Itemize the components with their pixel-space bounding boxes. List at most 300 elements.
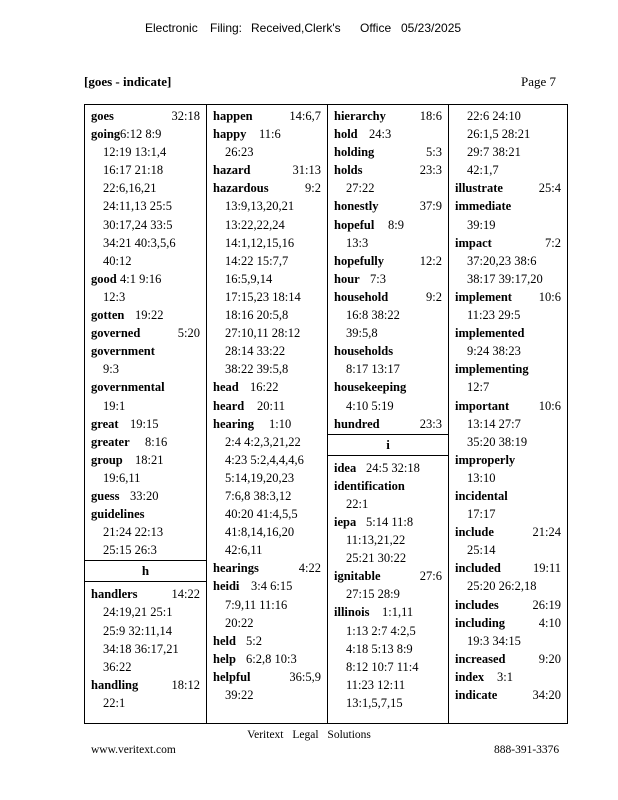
index-term: include [455, 525, 494, 540]
page-line-reference: 9:24 38:23 [467, 344, 521, 359]
index-entry [328, 288, 448, 306]
index-term: happen [213, 109, 253, 123]
page-line-reference: 19:15 [130, 416, 159, 431]
reference-continuation [328, 234, 448, 252]
index-entry [207, 668, 327, 686]
page-line-reference: 12:7 [467, 380, 490, 395]
index-entry [85, 676, 206, 694]
index-term: household [334, 289, 389, 304]
index-term: help [213, 651, 236, 666]
index-entry [328, 513, 448, 531]
index-term: included [455, 561, 501, 576]
page-line-reference: 12:3 [103, 289, 126, 304]
page-line-reference: 10:6 [538, 398, 561, 413]
index-term: handlers [91, 587, 138, 602]
index-term: index [455, 669, 485, 684]
page-line-reference: 33:20 [130, 488, 159, 503]
page-line-reference: 4:22 [298, 561, 321, 576]
reference-continuation [207, 288, 327, 306]
page-line-reference: 12:19 13:1,4 [103, 145, 167, 160]
index-term: handling [91, 677, 139, 692]
reference-continuation [85, 694, 206, 712]
filing-received: Received,Clerk's [251, 21, 341, 35]
index-entry [207, 179, 327, 197]
reference-continuation [207, 596, 327, 614]
index-entry [207, 107, 327, 125]
page-line-reference: 40:12 [103, 253, 132, 268]
reference-continuation [207, 143, 327, 161]
index-entry [85, 378, 206, 396]
index-range-header: [goes - indicate] [84, 74, 172, 89]
page-line-reference: 27:22 [346, 181, 375, 196]
index-term: illustrate [455, 181, 503, 196]
index-entry [328, 415, 448, 433]
page-line-reference: 21:24 [532, 525, 561, 540]
index-term: housekeeping [334, 380, 407, 395]
page-line-reference: 18:16 20:5,8 [225, 308, 289, 323]
page-line-reference: 18:21 [135, 452, 164, 467]
page-line-reference: 42:1,7 [467, 163, 499, 178]
index-entry [85, 270, 206, 288]
page-line-reference: 34:21 40:3,5,6 [103, 235, 176, 250]
page-line-reference: 25:14 [467, 543, 496, 558]
page-line-reference: 20:11 [257, 398, 286, 413]
page-line-reference: 25:9 32:11,14 [103, 623, 172, 638]
page-line-reference: 22:6,16,21 [103, 181, 157, 196]
reference-continuation [449, 342, 567, 360]
reference-continuation [449, 143, 567, 161]
page-line-reference: 14:22 15:7,7 [225, 253, 289, 268]
index-term: implemented [455, 326, 525, 341]
page-line-reference: 1:10 [269, 416, 292, 431]
reference-continuation [207, 541, 327, 559]
index-entry [85, 415, 206, 433]
reference-continuation [449, 107, 567, 125]
index-term: hold [334, 127, 358, 142]
index-term: hazardous [213, 181, 269, 196]
index-term: governmental [91, 380, 165, 395]
page-line-reference: 22:1 [346, 496, 369, 511]
reference-continuation [328, 622, 448, 640]
reference-continuation [85, 523, 206, 541]
page-line-reference: 31:13 [292, 163, 321, 178]
filing-date: 05/23/2025 [401, 21, 462, 35]
reference-continuation [207, 433, 327, 451]
index-entry [328, 342, 448, 360]
page-line-reference: 14:22 [171, 587, 200, 602]
page-line-reference: 11:23 12:11 [346, 677, 406, 692]
index-entry [328, 270, 448, 288]
reference-continuation [85, 179, 206, 197]
index-term: immediate [455, 199, 512, 214]
page-line-reference: 42:6,11 [225, 543, 263, 558]
page-line-reference: 16:17 21:18 [103, 163, 164, 178]
page-line-reference: 27:10,11 28:12 [225, 326, 301, 341]
reference-continuation [328, 495, 448, 513]
index-term: great [91, 416, 119, 431]
index-entry [85, 433, 206, 451]
page-line-reference: 19:1 [103, 398, 126, 413]
page-line-reference: 3:1 [497, 669, 513, 684]
index-term: goes [91, 109, 114, 123]
index-entry [449, 686, 567, 704]
index-term: increased [455, 651, 506, 666]
reference-continuation [449, 270, 567, 288]
index-entry [449, 197, 567, 215]
index-term: indicate [455, 688, 498, 702]
page-line-reference: 25:15 26:3 [103, 543, 157, 558]
index-entry [449, 288, 567, 306]
page-line-reference: 36:5,9 [289, 669, 321, 684]
page-line-reference: 39:22 [225, 688, 254, 702]
index-column-3 [327, 105, 448, 723]
page-line-reference: 39:5,8 [346, 326, 378, 341]
page-line-reference: 20:22 [225, 615, 254, 630]
page-line-reference: 37:20,23 38:6 [467, 253, 537, 268]
index-entry [449, 596, 567, 614]
page-number: Page 7 [521, 74, 557, 89]
index-entry [85, 585, 206, 603]
index-entry [449, 614, 567, 632]
reference-continuation [328, 658, 448, 676]
index-entry [328, 567, 448, 585]
reference-continuation [85, 640, 206, 658]
page-line-reference: 9:2 [305, 181, 321, 196]
page-line-reference: 1:13 2:7 4:2,5 [346, 623, 416, 638]
page-line-reference: 21:24 22:13 [103, 525, 164, 540]
index-term: governed [91, 326, 141, 341]
index-entry [328, 197, 448, 215]
page-line-reference: 4:10 [538, 615, 561, 630]
reference-continuation [449, 415, 567, 433]
index-term: ignitable [334, 569, 381, 584]
index-entry [449, 397, 567, 415]
index-entry [207, 559, 327, 577]
page-line-reference: 27:6 [419, 569, 442, 584]
index-term: hearings [213, 561, 259, 576]
index-term: holding [334, 145, 375, 160]
index-term: held [213, 633, 236, 648]
page-line-reference: 4:23 5:2,4,4,4,6 [225, 452, 304, 467]
index-term: gotten [91, 308, 125, 323]
reference-continuation [207, 234, 327, 252]
index-term: hour [334, 271, 360, 286]
index-entry [449, 360, 567, 378]
reference-continuation [207, 360, 327, 378]
index-term: going [91, 127, 121, 142]
reference-continuation [328, 531, 448, 549]
page-line-reference: 9:20 [538, 651, 561, 666]
page-line-reference: 4:1 9:16 [120, 271, 162, 286]
index-term: idea [334, 460, 357, 475]
index-term: includes [455, 597, 499, 612]
word-index-grid [84, 104, 568, 724]
footer-company: Veritext Legal Solutions [247, 729, 371, 741]
index-term: identification [334, 478, 405, 493]
page-line-reference: 16:22 [250, 380, 279, 395]
index-entry [328, 603, 448, 621]
filing-electronic: Electronic [145, 21, 198, 35]
page-line-reference: 38:22 39:5,8 [225, 362, 289, 377]
index-entry [328, 107, 448, 125]
page-line-reference: 9:3 [103, 362, 119, 377]
page-line-reference: 8:12 10:7 11:4 [346, 659, 419, 674]
reference-continuation [449, 161, 567, 179]
index-entry [85, 505, 206, 523]
reference-continuation [449, 306, 567, 324]
page-line-reference: 25:20 26:2,18 [467, 579, 537, 594]
page-line-reference: 24:19,21 25:1 [103, 605, 173, 620]
index-entry [449, 179, 567, 197]
reference-continuation [207, 306, 327, 324]
page-line-reference: 1:1,11 [382, 605, 414, 620]
page-line-reference: 25:4 [538, 181, 561, 196]
page-line-reference: 5:20 [177, 326, 200, 341]
page-line-reference: 7:2 [545, 235, 561, 250]
index-entry [449, 324, 567, 342]
page-line-reference: 22:1 [103, 695, 126, 710]
page-line-reference: 11:23 29:5 [467, 308, 521, 323]
reference-continuation [85, 288, 206, 306]
index-entry [449, 487, 567, 505]
index-entry [207, 650, 327, 668]
reference-continuation [328, 360, 448, 378]
index-term: holds [334, 163, 363, 178]
index-term: hearing [213, 416, 254, 431]
index-term: good [91, 271, 117, 286]
index-entry [449, 668, 567, 686]
index-term: greater [91, 434, 130, 449]
index-term: heard [213, 398, 245, 413]
page-line-reference: 5:3 [426, 145, 442, 160]
reference-continuation [85, 658, 206, 676]
reference-continuation [207, 270, 327, 288]
index-entry [449, 559, 567, 577]
reference-continuation [85, 360, 206, 378]
reference-continuation [207, 686, 327, 704]
index-entry [207, 125, 327, 143]
reference-continuation [449, 125, 567, 143]
reference-continuation [328, 676, 448, 694]
page-line-reference: 40:20 41:4,5,5 [225, 507, 298, 522]
index-term: important [455, 398, 510, 413]
index-term: impact [455, 235, 492, 250]
page-line-reference: 17:15,23 18:14 [225, 289, 301, 304]
section-letter-h: h [85, 560, 206, 582]
index-column-4 [448, 105, 567, 723]
index-term: hierarchy [334, 109, 386, 123]
index-term: hopeful [334, 217, 375, 232]
page-line-reference: 13:10 [467, 470, 496, 485]
page-line-reference: 9:2 [426, 289, 442, 304]
page-line-reference: 35:20 38:19 [467, 434, 528, 449]
index-term: head [213, 380, 239, 395]
index-term: iepa [334, 514, 357, 529]
page-line-reference: 23:3 [419, 416, 442, 431]
page-line-reference: 5:14,19,20,23 [225, 470, 295, 485]
page-line-reference: 18:6 [419, 109, 442, 123]
page-line-reference: 34:18 36:17,21 [103, 641, 179, 656]
index-column-2 [206, 105, 327, 723]
reference-continuation [85, 216, 206, 234]
page-line-reference: 13:1,5,7,15 [346, 695, 403, 710]
index-term: group [91, 452, 123, 467]
reference-continuation [207, 252, 327, 270]
page-line-reference: 5:14 11:8 [366, 514, 414, 529]
reference-continuation [207, 614, 327, 632]
index-entry [85, 306, 206, 324]
page-line-reference: 11:13,21,22 [346, 533, 406, 548]
filing-label: Filing: [210, 21, 243, 35]
reference-continuation [85, 143, 206, 161]
index-term: hazard [213, 163, 251, 178]
index-entry [328, 161, 448, 179]
reference-continuation [85, 252, 206, 270]
index-term: guidelines [91, 507, 145, 522]
page-line-reference: 13:3 [346, 235, 369, 250]
reference-continuation [449, 577, 567, 595]
index-term: hopefully [334, 253, 385, 268]
index-term: happy [213, 127, 247, 142]
page-line-reference: 18:12 [171, 677, 200, 692]
reference-continuation [85, 197, 206, 215]
reference-continuation [449, 505, 567, 523]
footer-website: www.veritext.com [91, 744, 176, 756]
page-line-reference: 26:23 [225, 145, 254, 160]
page-line-reference: 12:2 [419, 253, 442, 268]
index-entry [328, 252, 448, 270]
page-line-reference: 8:17 13:17 [346, 362, 400, 377]
page-line-reference: 7:6,8 38:3,12 [225, 488, 292, 503]
page-line-reference: 7:9,11 11:16 [225, 597, 288, 612]
reference-continuation [207, 505, 327, 523]
page-line-reference: 14:6,7 [289, 109, 321, 123]
page-line-reference: 6:12 8:9 [120, 127, 162, 142]
reference-continuation [328, 397, 448, 415]
reference-continuation [207, 324, 327, 342]
page-line-reference: 38:17 39:17,20 [467, 271, 543, 286]
page-line-reference: 5:2 [246, 633, 262, 648]
reference-continuation [449, 469, 567, 487]
index-entry [449, 523, 567, 541]
reference-continuation [207, 469, 327, 487]
reference-continuation [85, 397, 206, 415]
index-entry [449, 234, 567, 252]
page-line-reference: 37:9 [419, 199, 442, 214]
page-line-reference: 8:9 [388, 217, 404, 232]
page-line-reference: 16:8 38:22 [346, 308, 400, 323]
page-line-reference: 2:4 4:2,3,21,22 [225, 434, 301, 449]
page-line-reference: 23:3 [419, 163, 442, 178]
reference-continuation [449, 541, 567, 559]
page-line-reference: 32:18 [171, 109, 200, 123]
reference-continuation [328, 694, 448, 712]
index-term: government [91, 344, 155, 359]
reference-continuation [207, 342, 327, 360]
index-term: hundred [334, 416, 380, 431]
index-entry [207, 415, 327, 433]
page-line-reference: 3:4 6:15 [251, 579, 293, 594]
reference-continuation [328, 306, 448, 324]
page-line-reference: 24:3 [369, 127, 392, 142]
page-line-reference: 26:1,5 28:21 [467, 127, 531, 142]
index-entry [85, 107, 206, 125]
reference-continuation [207, 523, 327, 541]
index-term: households [334, 344, 394, 359]
index-term: honestly [334, 199, 379, 214]
page-line-reference: 27:15 28:9 [346, 587, 400, 602]
index-term: incidental [455, 488, 508, 503]
index-column-1 [85, 105, 206, 723]
reference-continuation [328, 640, 448, 658]
reference-continuation [328, 585, 448, 603]
reference-continuation [449, 433, 567, 451]
page-line-reference: 16:5,9,14 [225, 271, 273, 286]
index-entry [85, 487, 206, 505]
page-line-reference: 41:8,14,16,20 [225, 525, 295, 540]
page-line-reference: 11:6 [259, 127, 281, 142]
page-line-reference: 29:7 38:21 [467, 145, 521, 160]
index-entry [328, 459, 448, 477]
page-line-reference: 22:6 24:10 [467, 109, 521, 123]
reference-continuation [207, 216, 327, 234]
page-line-reference: 4:18 5:13 8:9 [346, 641, 413, 656]
page-line-reference: 30:17,24 33:5 [103, 217, 173, 232]
page-line-reference: 24:5 32:18 [366, 460, 420, 475]
reference-continuation [449, 252, 567, 270]
page-line-reference: 8:16 [145, 434, 168, 449]
index-entry [85, 324, 206, 342]
page-line-reference: 19:6,11 [103, 470, 141, 485]
page-line-reference: 13:22,22,24 [225, 217, 285, 232]
index-entry [207, 397, 327, 415]
index-term: heidi [213, 579, 240, 594]
reference-continuation [207, 451, 327, 469]
index-entry [449, 650, 567, 668]
index-entry [85, 451, 206, 469]
index-term: guess [91, 488, 120, 503]
page-line-reference: 6:2,8 10:3 [246, 651, 297, 666]
reference-continuation [85, 622, 206, 640]
section-letter-i: i [328, 434, 448, 456]
index-term: illinois [334, 605, 370, 620]
page-line-reference: 19:3 34:15 [467, 633, 521, 648]
page-line-reference: 28:14 33:22 [225, 344, 286, 359]
page-line-reference: 19:22 [135, 308, 164, 323]
reference-continuation [449, 632, 567, 650]
reference-continuation [328, 324, 448, 342]
index-entry [328, 378, 448, 396]
reference-continuation [85, 161, 206, 179]
index-entry [328, 216, 448, 234]
index-entry [85, 125, 206, 143]
index-term: helpful [213, 669, 251, 684]
page-line-reference: 4:10 5:19 [346, 398, 394, 413]
page-line-reference: 39:19 [467, 217, 496, 232]
reference-continuation [85, 234, 206, 252]
index-entry [207, 378, 327, 396]
page-line-reference: 13:14 27:7 [467, 416, 521, 431]
index-entry [328, 477, 448, 495]
reference-continuation [85, 541, 206, 559]
reference-continuation [449, 378, 567, 396]
reference-continuation [207, 487, 327, 505]
page-line-reference: 14:1,12,15,16 [225, 235, 295, 250]
index-entry [449, 451, 567, 469]
page-line-reference: 17:17 [467, 507, 496, 522]
page-line-reference: 7:3 [370, 271, 386, 286]
reference-continuation [85, 469, 206, 487]
